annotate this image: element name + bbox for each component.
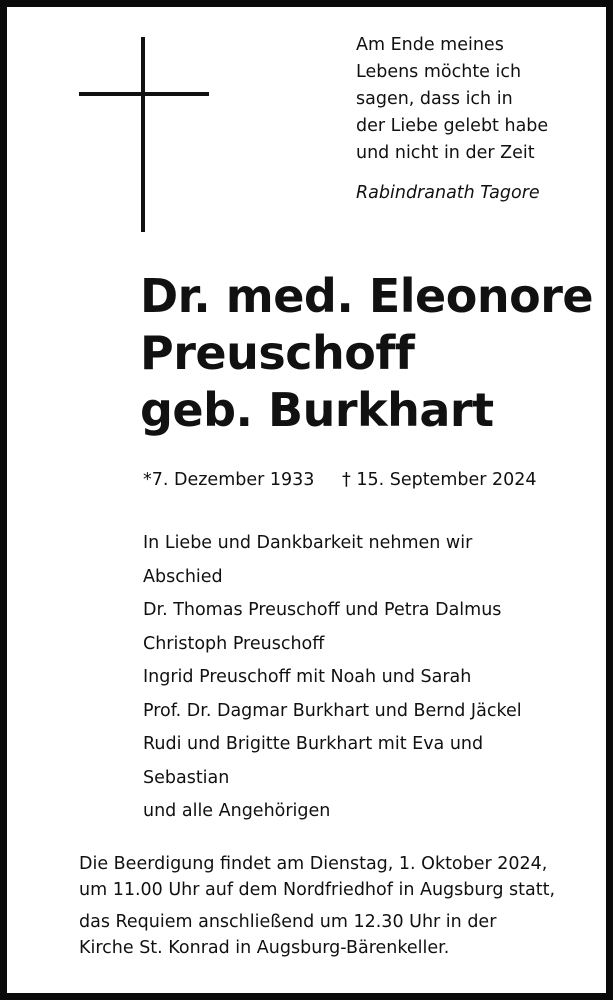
mourners-list (143, 527, 522, 829)
funeral-line: das Requiem anschließend um 12.30 Uhr in der (79, 912, 497, 932)
mourner-line: Prof. Dr. Dagmar Burkhart und Bernd Jäckel (143, 700, 522, 721)
name-line: geb. Burkhart (140, 383, 494, 437)
mourner-line: Abschied (143, 566, 223, 587)
funeral-line: Kirche St. Konrad in Augsburg-Bärenkeller. (79, 937, 450, 958)
quote-line: und nicht in der Zeit (356, 143, 535, 163)
quote-line: Lebens möchte ich (356, 62, 522, 82)
death-date: † 15. September 2024 (342, 470, 537, 490)
mourner-line: Ingrid Preuschoff mit Noah und Sarah (143, 667, 472, 687)
quote-line: der Liebe gelebt habe (356, 116, 549, 136)
cross-horizontal-bar (79, 92, 209, 96)
life-dates (143, 470, 537, 490)
cross-vertical-bar (141, 37, 145, 232)
deceased-name (140, 268, 593, 439)
birth-date: *7. Dezember 1933 (143, 470, 315, 490)
mourner-line: Dr. Thomas Preuschoff und Petra Dalmus (143, 600, 502, 620)
mourner-line: Christoph Preuschoff (143, 633, 325, 654)
quote-block (356, 32, 596, 167)
quote-author: Rabindranath Tagore (356, 183, 540, 203)
name-line: Preuschoff (140, 326, 415, 380)
name-line: Dr. med. Eleonore (140, 269, 594, 323)
mourner-line: Rudi und Brigitte Burkhart mit Eva und (143, 734, 484, 754)
quote-line: sagen, dass ich in (356, 89, 513, 109)
mourner-line: Sebastian (143, 767, 230, 788)
funeral-line: Die Beerdigung findet am Dienstag, 1. Oktober 2024, (79, 854, 548, 874)
quote-line: Am Ende meines (356, 35, 504, 55)
funeral-line: um 11.00 Uhr auf dem Nordfriedhof in Augsburg statt, (79, 879, 556, 900)
mourner-line: und alle Angehörigen (143, 801, 331, 821)
funeral-info (79, 852, 555, 961)
mourner-line: In Liebe und Dankbarkeit nehmen wir (143, 533, 473, 553)
